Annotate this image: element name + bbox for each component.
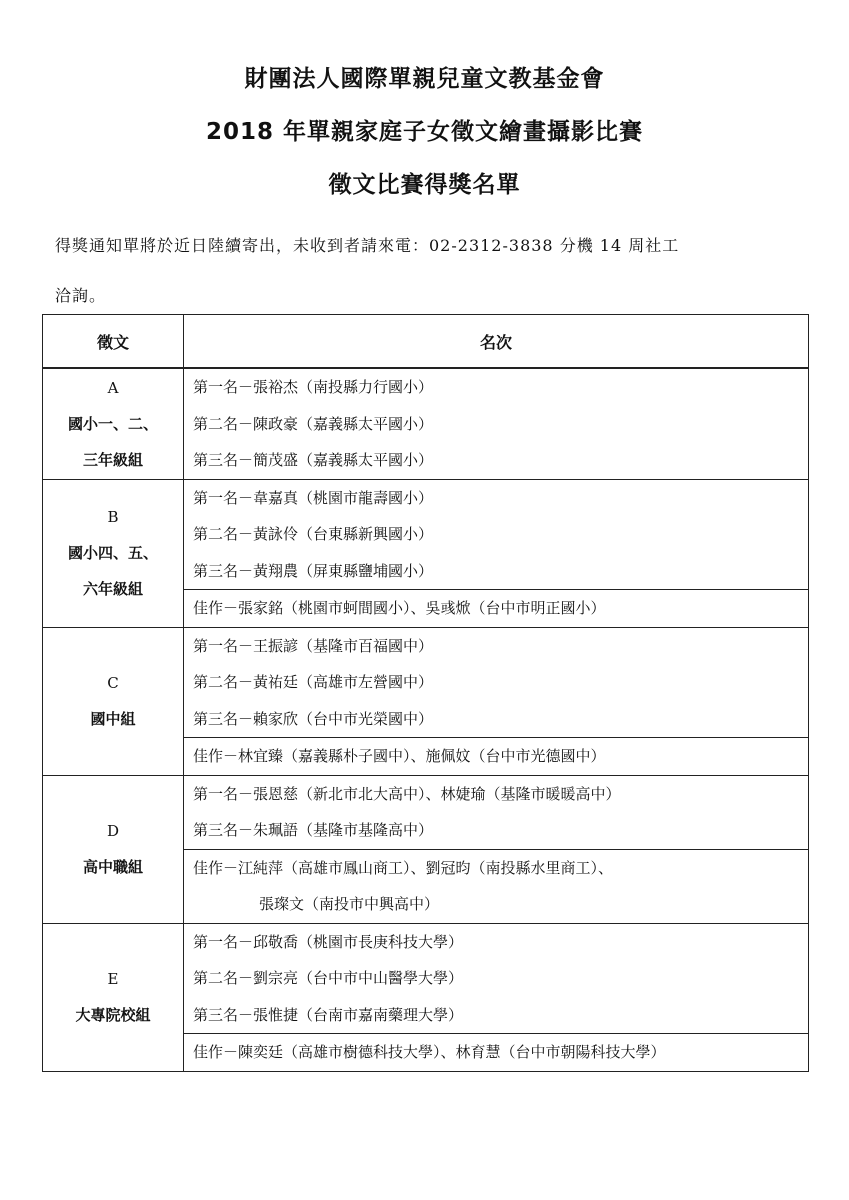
document-title: 財團法人國際單親兒童文教基金會 [244, 66, 605, 92]
honorable-mention-line: 佳作－林宜臻（嘉義縣朴子國中）、施佩妏（台中市光德國中） [193, 747, 606, 765]
group-row-c [43, 627, 809, 738]
winners-cell [184, 627, 809, 738]
winner-line: 第三名－黃翔農（屏東縣鹽埔國小） [193, 561, 434, 580]
category-letter: B [107, 508, 119, 526]
intro-text: 得獎通知單將於近日陸續寄出，未收到者請來電：02-2312-3838 分機 14 周社工 [55, 236, 680, 255]
honorable-mention-line: 張璨文（南投市中興高中） [259, 895, 440, 913]
category-letter: E [107, 970, 119, 988]
category-letter: C [107, 674, 119, 692]
table-header-row [43, 315, 809, 369]
winner-line: 第三名－簡茂盛（嘉義縣太平國小） [193, 451, 434, 469]
category-cell [43, 775, 184, 923]
category-name: 大專院校組 [75, 1006, 151, 1024]
winner-line: 第一名－張裕杰（南投縣力行國小） [193, 378, 434, 396]
honorable-mention-cell [184, 849, 809, 923]
honorable-mention-line: 佳作－江純萍（高雄市鳳山商工）、劉冠昀（南投縣水里商工）、 [193, 858, 614, 877]
column-header-category: 徵文 [43, 315, 184, 369]
winner-line: 第三名－張惟捷（台南市嘉南藥理大學） [193, 1005, 464, 1024]
winner-line: 第三名－賴家欣（台中市光榮國中） [193, 709, 434, 728]
winner-line: 第一名－韋嘉真（桃園市龍壽國小） [193, 488, 434, 507]
winners-cell [184, 775, 809, 849]
category-name: 三年級組 [82, 450, 143, 469]
winner-line: 第二名－黃詠伶（台東縣新興國小） [193, 525, 434, 543]
group-row-a [43, 368, 809, 479]
intro-text-continued: 洽詢。 [55, 286, 107, 305]
winner-line: 第三名－朱珮語（基隆市基隆高中） [193, 821, 434, 839]
honorable-mention-cell [184, 1034, 809, 1072]
category-cell [43, 479, 184, 627]
column-header-rank: 名次 [184, 315, 809, 369]
category-cell [43, 368, 184, 479]
group-row-b [43, 479, 809, 590]
list-title: 徵文比賽得獎名單 [328, 172, 521, 198]
category-name: 國小一、二、 [67, 414, 158, 433]
category-name: 高中職組 [82, 858, 143, 876]
awards-table [42, 314, 809, 1072]
winner-line: 第二名－陳政豪（嘉義縣太平國小） [193, 414, 434, 433]
category-name: 國小四、五、 [67, 544, 158, 562]
winner-line: 第二名－黃祐廷（高雄市左營國中） [193, 673, 434, 691]
category-name: 國中組 [90, 710, 136, 728]
competition-title: 2018 年單親家庭子女徵文繪畫攝影比賽 [205, 119, 644, 145]
category-cell [43, 923, 184, 1071]
category-name: 六年級組 [82, 580, 143, 598]
honorable-mention-line: 佳作－陳奕廷（高雄市樹德科技大學）、林育慧（台中市朝陽科技大學） [193, 1043, 666, 1061]
winner-line: 第二名－劉宗亮（台中市中山醫學大學） [193, 969, 464, 987]
winner-line: 第一名－邱敬喬（桃園市長庚科技大學） [193, 932, 464, 951]
winner-line: 第一名－王振諺（基隆市百福國中） [193, 636, 434, 655]
category-letter: A [107, 378, 119, 397]
winner-line: 第一名－張恩慈（新北市北大高中）、林婕瑜（基隆市暖暖高中） [193, 784, 621, 803]
honorable-mention-line: 佳作－張家銘（桃園市蚵間國小）、吳彧焮（台中市明正國小） [193, 599, 606, 617]
honorable-mention-cell [184, 590, 809, 628]
winners-cell [184, 479, 809, 590]
category-letter: D [106, 822, 120, 840]
winners-cell [184, 368, 809, 479]
group-row-d [43, 775, 809, 849]
category-cell [43, 627, 184, 775]
honorable-mention-cell [184, 738, 809, 776]
winners-cell [184, 923, 809, 1034]
group-row-e [43, 923, 809, 1034]
